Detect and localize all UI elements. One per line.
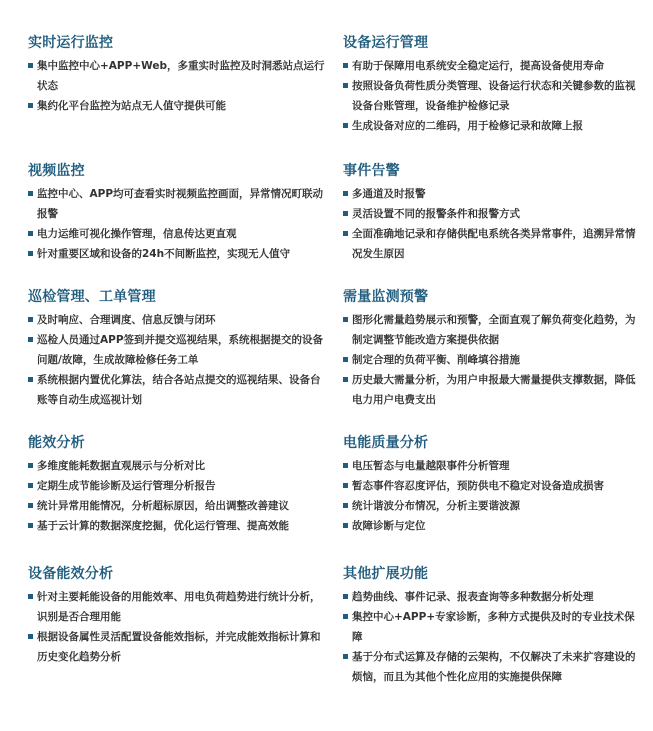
section-heading: 设备运行管理 [343,35,429,51]
feature-list [28,587,326,667]
feature-text: 多维度能耗数据直观展示与分析对比 [37,460,205,472]
square-bullet-icon [343,483,348,488]
right-section-4 [343,434,641,536]
square-bullet-icon [343,123,348,128]
section-heading: 视频监控 [28,163,85,179]
feature-list [28,456,326,536]
feature-list [28,184,326,264]
square-bullet-icon [28,463,33,468]
feature-text: 电压暂态与电量越限事件分析管理 [352,460,510,472]
feature-list-item [28,224,326,244]
feature-list-item [343,476,641,496]
feature-list-item [343,370,641,410]
feature-text: 集约化平台监控为站点无人值守提供可能 [37,100,226,112]
feature-list-item [28,244,326,264]
left-section-3 [28,288,326,410]
feature-text: 历史最大需量分析，为用户申报最大需量提供支撑数据，降低电力用户电费支出 [352,374,636,406]
square-bullet-icon [28,251,33,256]
square-bullet-icon [28,317,33,322]
feature-text: 多通道及时报警 [352,188,426,200]
feature-text: 系统根据内置优化算法，结合各站点提交的巡视结果、设备台账等自动生成巡视计划 [37,374,321,406]
right-section-1 [343,34,641,136]
square-bullet-icon [343,503,348,508]
square-bullet-icon [343,654,348,659]
feature-list-item [343,56,641,76]
feature-list-item [343,310,641,350]
feature-text: 暂态事件容忍度评估，预防供电不稳定对设备造成损害 [352,480,604,492]
square-bullet-icon [28,503,33,508]
square-bullet-icon [28,523,33,528]
square-bullet-icon [343,191,348,196]
square-bullet-icon [28,634,33,639]
feature-text: 针对重要区域和设备的24h不间断监控，实现无人值守 [37,248,291,260]
left-section-5 [28,565,326,667]
feature-list-item [343,456,641,476]
left-section-4 [28,434,326,536]
feature-list [343,184,641,264]
feature-text: 有助于保障用电系统安全稳定运行，提高设备使用寿命 [352,60,604,72]
right-section-2 [343,162,641,264]
feature-list-item [28,184,326,224]
feature-text: 基于云计算的数据深度挖掘，优化运行管理、提高效能 [37,520,289,532]
right-section-5 [343,565,641,687]
feature-text: 灵活设置不同的报警条件和报警方式 [352,208,520,220]
feature-list-item [343,607,641,647]
feature-list-item [343,647,641,687]
square-bullet-icon [343,594,348,599]
square-bullet-icon [343,211,348,216]
feature-list-item [343,76,641,116]
feature-text: 图形化需量趋势展示和预警，全面直观了解负荷变化趋势，为制定调整节能改造方案提供依据 [352,314,636,346]
left-section-1 [28,34,326,116]
square-bullet-icon [343,63,348,68]
square-bullet-icon [343,614,348,619]
section-heading: 设备能效分析 [28,566,114,582]
feature-text: 根据设备属性灵活配置设备能效指标，并完成能效指标计算和历史变化趋势分析 [37,631,321,663]
feature-list-item [28,370,326,410]
square-bullet-icon [28,231,33,236]
feature-list-item [28,456,326,476]
feature-text: 全面准确地记录和存储供配电系统各类异常事件，追溯异常情况发生原因 [352,228,636,260]
section-heading: 巡检管理、工单管理 [28,289,156,305]
square-bullet-icon [343,523,348,528]
square-bullet-icon [28,103,33,108]
square-bullet-icon [343,463,348,468]
feature-list [343,56,641,136]
feature-list-item [28,56,326,96]
feature-list-item [28,310,326,330]
section-heading: 电能质量分析 [343,435,429,451]
section-heading: 能效分析 [28,435,85,451]
square-bullet-icon [28,377,33,382]
section-heading: 实时运行监控 [28,35,114,51]
feature-list-item [28,476,326,496]
right-section-3 [343,288,641,410]
feature-text: 电力运维可视化操作管理，信息传达更直观 [37,228,237,240]
feature-text: 生成设备对应的二维码，用于检修记录和故障上报 [352,120,583,132]
feature-text: 统计谐波分布情况，分析主要谐波源 [352,500,520,512]
square-bullet-icon [28,594,33,599]
feature-text: 统计异常用能情况，分析超标原因，给出调整改善建议 [37,500,289,512]
section-heading: 其他扩展功能 [343,566,429,582]
feature-list-item [28,330,326,370]
feature-list-item [343,116,641,136]
feature-list-item [343,204,641,224]
square-bullet-icon [28,337,33,342]
square-bullet-icon [343,317,348,322]
feature-list [28,310,326,410]
feature-text: 集控中心+APP+专家诊断，多种方式提供及时的专业技术保障 [352,611,635,643]
feature-list-item [343,516,641,536]
feature-list [343,456,641,536]
feature-list [28,56,326,116]
square-bullet-icon [343,357,348,362]
square-bullet-icon [28,191,33,196]
feature-list-item [343,350,641,370]
square-bullet-icon [343,231,348,236]
feature-text: 制定合理的负荷平衡、削峰填谷措施 [352,354,520,366]
feature-list-item [343,184,641,204]
left-section-2 [28,162,326,264]
section-heading: 需量监测预警 [343,289,429,305]
feature-text: 及时响应、合理调度、信息反馈与闭环 [37,314,216,326]
feature-text: 趋势曲线、事件记录、报表查询等多种数据分析处理 [352,591,594,603]
feature-text: 定期生成节能诊断及运行管理分析报告 [37,480,216,492]
feature-list-item [343,587,641,607]
feature-list-item [343,224,641,264]
square-bullet-icon [28,483,33,488]
square-bullet-icon [28,63,33,68]
feature-list-item [28,496,326,516]
feature-list-item [28,627,326,667]
feature-list-item [28,587,326,627]
feature-list [343,310,641,410]
feature-text: 针对主要耗能设备的用能效率、用电负荷趋势进行统计分析，识别是否合理用能 [37,591,321,623]
feature-list-item [343,496,641,516]
feature-text: 按照设备负荷性质分类管理、设备运行状态和关键参数的监视设备台账管理，设备维护检修记录 [352,80,636,112]
feature-text: 集中监控中心+APP+Web，多重实时监控及时洞悉站点运行状态 [37,60,325,92]
feature-list-item [28,96,326,116]
feature-list [343,587,641,687]
feature-list-item [28,516,326,536]
square-bullet-icon [343,377,348,382]
feature-text: 巡检人员通过APP签到并提交巡视结果，系统根据提交的设备问题/故障，生成故障检修任务工单 [37,334,324,366]
feature-text: 故障诊断与定位 [352,520,426,532]
feature-text: 基于分布式运算及存储的云架构，不仅解决了未来扩容建设的烦恼，而且为其他个性化应用的实施提供保障 [352,651,636,683]
feature-text: 监控中心、APP均可查看实时视频监控画面，异常情况町联动报警 [37,188,324,220]
section-heading: 事件告警 [343,163,400,179]
square-bullet-icon [343,83,348,88]
